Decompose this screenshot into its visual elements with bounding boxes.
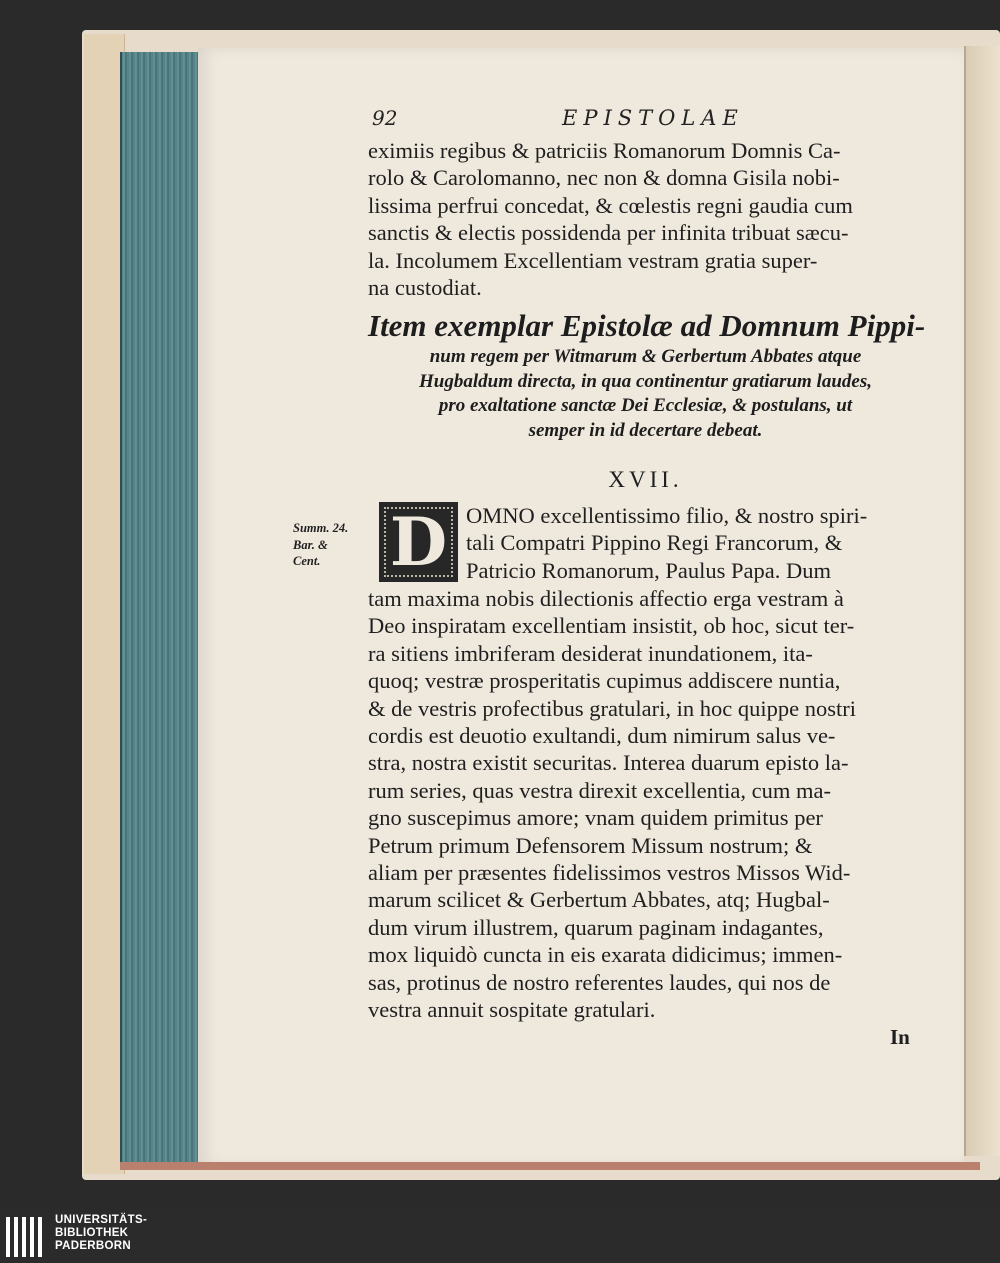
text-line: eximiis regibus & patriciis Romanorum Domnis Ca- xyxy=(368,138,841,163)
text-line: tam maxima nobis dilectionis affectio erga vestram à xyxy=(368,586,844,611)
main-paragraph xyxy=(368,585,923,1024)
text-line: stra, nostra existit securitas. Interea duarum episto la- xyxy=(368,750,849,776)
text-line: dum virum illustrem, quarum paginam indagantes, xyxy=(368,914,824,940)
catchword: In xyxy=(890,1025,910,1049)
text-line: OMNO excellentissimo filio, & nostro spiri- xyxy=(466,503,868,528)
page-edges-stack xyxy=(120,52,202,1167)
marginal-note xyxy=(293,520,348,570)
text-line: & de vestris profectibus gratulari, in hoc quippe nostri xyxy=(368,695,857,721)
text-line: sas, protinus de nostro referentes laudes, qui nos de xyxy=(368,969,831,995)
text-line: tali Compatri Pippino Regi Francorum, & xyxy=(466,530,843,556)
heading-title: Item exemplar Epistolæ ad Domnum Pippi- xyxy=(368,308,926,343)
text-line: Deo inspiratam excellentiam insistit, ob hoc, sicut ter- xyxy=(368,613,855,639)
facing-page-edge xyxy=(964,46,1000,1156)
text-line: la. Incolumem Excellentiam vestram gratia super- xyxy=(368,247,818,273)
running-title: EPISTOLAE xyxy=(562,106,744,130)
text-line: rum series, quas vestra direxit excellentia, cum ma- xyxy=(368,777,831,803)
text-line: vestra annuit sospitate gratulari. xyxy=(368,997,656,1023)
library-name xyxy=(55,1214,147,1252)
text-line: cordis est deuotio exultandi, dum nimirum salus ve- xyxy=(368,723,836,749)
library-name-line: UNIVERSITÄTS- xyxy=(55,1214,148,1226)
library-name-line: PADERBORN xyxy=(55,1239,131,1252)
heading-line: Hugbaldum directa, in qua continentur gratiarum laudes, xyxy=(419,370,872,392)
page-bottom-edge xyxy=(120,1162,980,1170)
text-line: marum scilicet & Gerbertum Abbates, atq; Hugbal- xyxy=(368,887,830,913)
marginal-note-line: Cent. xyxy=(293,554,321,568)
marginal-note-line: Bar. & xyxy=(293,537,328,552)
decorated-initial: D xyxy=(379,502,458,582)
text-line: gno suscepimus amore; vnam quidem primitus per xyxy=(368,805,823,831)
text-line: Petrum primum Defensorem Missum nostrum; & xyxy=(368,832,813,858)
text-line: sanctis & electis possidenda per infinita tribuat sæcu- xyxy=(368,220,849,246)
heading-line: pro exaltatione sanctæ Dei Ecclesiæ, & postulans, ut xyxy=(438,395,853,416)
chapter-number: XVII. xyxy=(608,467,683,492)
text-line: Patricio Romanorum, Paulus Papa. Dum xyxy=(466,557,831,583)
letter-heading xyxy=(368,307,926,443)
page-number: 92 xyxy=(372,106,398,130)
upper-paragraph xyxy=(368,137,923,301)
library-logo-icon xyxy=(6,1217,46,1257)
text-line: quoq; vestræ prosperitatis cupimus addiscere nuntia, xyxy=(368,668,841,694)
footer-bar xyxy=(0,1210,1000,1263)
text-line: aliam per præsentes fidelissimos vestros Missos Wid- xyxy=(368,860,851,886)
heading-line: semper in id decertare debeat. xyxy=(528,419,763,441)
library-name-line: BIBLIOTHEK xyxy=(55,1226,129,1239)
opening-lines xyxy=(466,502,916,584)
cover-edge xyxy=(84,34,125,1174)
marginal-note-line: Summ. 24. xyxy=(293,521,349,535)
page-header xyxy=(372,106,872,136)
text-line: rolo & Carolomanno, nec non & domna Gisila nobi- xyxy=(368,165,840,191)
text-line: lissima perfrui concedat, & cœlestis regni gaudia cum xyxy=(368,192,853,218)
text-line: mox liquidò cuncta in eis exarata didicimus; immen- xyxy=(368,942,843,968)
text-line: ra sitiens imbriferam desiderat inundationem, ita- xyxy=(368,640,813,666)
text-line: na custodiat. xyxy=(368,275,482,301)
heading-line: num regem per Witmarum & Gerbertum Abbates atque xyxy=(429,346,862,367)
